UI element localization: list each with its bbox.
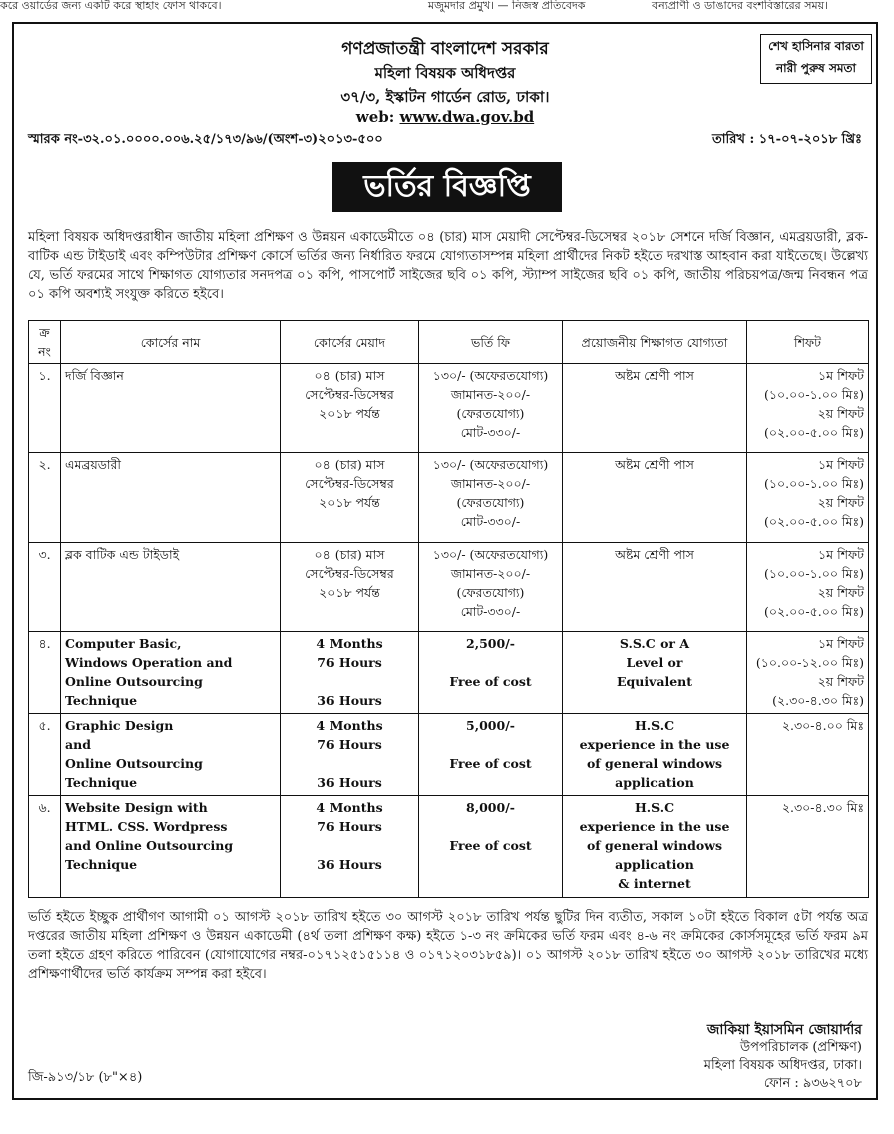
duration-line: ০৪ (চার) মাস (314, 368, 385, 383)
header-shift: শিফট (747, 321, 869, 364)
course-line: and (65, 737, 91, 753)
signatory-designation: উপপরিচালক (প্রশিক্ষণ) (740, 1040, 862, 1055)
qualification-line: S.S.C or A (619, 635, 690, 651)
office-address: ৩৭/৩, ইস্কাটন গার্ডেন রোড, ঢাকা। (340, 88, 550, 106)
shift-line: (০২.০০-৫.০০ মিঃ) (764, 603, 864, 619)
shift-line: ২য় শিফট (817, 406, 864, 421)
advertisement-frame (12, 22, 878, 1100)
web-label: web: (355, 108, 395, 126)
duration-line: ২০১৮ পর্যন্ত (319, 584, 380, 600)
duration-line: ২০১৮ পর্যন্ত (319, 495, 380, 511)
cell-fee (419, 453, 563, 542)
cell-fee (419, 796, 563, 898)
course-line: ব্লক বাটিক এন্ড টাইডাই (65, 546, 180, 562)
government-name: গণপ্রজাতন্ত্রী বাংলাদেশ সরকার (341, 39, 549, 59)
cell-qualification (563, 796, 747, 898)
fee-line: Free of cost (449, 673, 532, 689)
duration-line: 76 Hours (317, 819, 382, 835)
fee-line: (ফেরতযোগ্য) (456, 584, 525, 600)
table-row (29, 364, 869, 453)
duration-line: সেপ্টেম্বর-ডিসেম্বর (305, 565, 394, 581)
shift-line: ২য় শিফট (817, 584, 864, 600)
cell-duration (281, 453, 419, 542)
duration-line: 36 Hours (317, 857, 382, 873)
course-line: Technique (65, 775, 138, 791)
fee-line: 2,500/- (466, 635, 515, 651)
fee-line: মোট-৩৩০/- (460, 425, 521, 440)
shift-line: ২.৩০-৪.০০ মিঃ (781, 718, 864, 734)
course-line: Online Outsourcing (65, 756, 203, 772)
cell-shift (747, 631, 869, 713)
cell-shift (747, 542, 869, 631)
cell-course (61, 542, 281, 631)
shift-line: (১০.০০-১.০০ মিঃ) (764, 476, 864, 492)
qualification-line: & internet (618, 876, 691, 892)
duration-line: 4 Months (316, 800, 383, 816)
fee-line: Free of cost (449, 838, 532, 854)
cell-course (61, 453, 281, 542)
qualification-line: অষ্টম শ্রেণী পাস (615, 457, 694, 473)
qualification-line: অষ্টম শ্রেণী পাস (615, 546, 694, 562)
cell-course (61, 364, 281, 453)
website-line (14, 108, 876, 126)
qualification-line: H.S.C (634, 718, 675, 734)
table-header-row (29, 321, 869, 364)
cell-course (61, 796, 281, 898)
cell-course (61, 714, 281, 796)
qualification-line: অষ্টম শ্রেণী পাস (615, 368, 694, 383)
fee-line: 5,000/- (466, 718, 515, 734)
cell-sl: ৫. (29, 714, 61, 796)
course-table (28, 320, 869, 898)
qualification-line: Equivalent (616, 673, 693, 689)
qualification-line: of general windows (586, 756, 723, 772)
cell-qualification (563, 714, 747, 796)
shift-line: ১ম শিফট (818, 635, 864, 651)
cell-fee (419, 364, 563, 453)
slogan-box (760, 34, 872, 84)
shift-line: (২.৩০-৪.৩০ মিঃ) (772, 692, 864, 708)
header-duration: কোর্সের মেয়াদ (281, 321, 419, 364)
fee-line: ১৩০/- (অফেরতযোগ্য) (432, 457, 549, 473)
qualification-line: experience in the use (579, 737, 730, 753)
top-strip-right-text: বন্যপ্রাণী ও ডাঙাদের বংশবিস্তারের সময়। (652, 0, 828, 12)
cell-qualification (563, 631, 747, 713)
cell-shift (747, 796, 869, 898)
course-line: Computer Basic, (65, 635, 182, 651)
cell-shift (747, 453, 869, 542)
cell-duration (281, 714, 419, 796)
qualification-line: H.S.C (634, 800, 675, 816)
cell-sl: ৪. (29, 631, 61, 713)
cell-shift (747, 364, 869, 453)
shift-line: ২.৩০-৪.৩০ মিঃ (781, 800, 864, 816)
cell-course (61, 631, 281, 713)
qualification-line: experience in the use (579, 819, 730, 835)
course-line: Technique (65, 857, 138, 873)
cell-fee (419, 631, 563, 713)
fee-line: (ফেরতযোগ্য) (456, 495, 525, 511)
signatory-office: মহিলা বিষয়ক অধিদপ্তর, ঢাকা। (703, 1058, 862, 1073)
cell-sl: ৩. (29, 542, 61, 631)
shift-line: ১ম শিফট (818, 546, 864, 562)
table-row (29, 453, 869, 542)
shift-line: ১ম শিফট (818, 457, 864, 473)
qualification-line: application (615, 775, 694, 791)
cell-sl: ১. (29, 364, 61, 453)
fee-line: ১৩০/- (অফেরতযোগ্য) (432, 546, 549, 562)
intro-paragraph: মহিলা বিষয়ক অধিদপ্তরাধীন জাতীয় মহিলা প্রশিক্ষণ ও উন্নয়ন একাডেমীতে ০৪ (চার) মাস মেয়াদী সেপ্টেম্বর-ডিসেম্বর ২০১৮ সেশনে দর্জি বিজ্ঞান, এমব্রয়ডারী, ব্লক-বাটিক এন্ড টাইডাই এবং কম্পিউটার প্রশিক্ষণ কোর্সে ভর্তির জন্য নির্ধারিত ফরমে যোগ্যতাসম্পন্ন মহিলা প্রার্থীদের নিকট হইতে দরখাস্ত আহবান করা যাইতেছে। উল্লেখ্য যে, ভর্তি ফরমের সাথে শিক্ষাগত যোগ্যতার সনদপত্র ০১ কপি, পাসপোর্ট সাইজের ছবি ০১ কপি, স্ট্যাম্প সাইজের ছবি ০১ কপি, জাতীয় পরিচয়পত্র/জন্ম নিবন্ধন পত্র ০১ কপি অবশ্যই সংযুক্ত করিতে হইবে। (28, 230, 868, 302)
shift-line: ১ম শিফট (818, 368, 864, 383)
fee-line: মোট-৩৩০/- (460, 514, 521, 530)
header-fee: ভর্তি ফি (419, 321, 563, 364)
cell-sl: ৬. (29, 796, 61, 898)
cell-sl: ২. (29, 453, 61, 542)
shift-line: ২য় শিফট (817, 673, 864, 689)
department-name: মহিলা বিষয়ক অধিদপ্তর (374, 64, 516, 82)
cell-duration (281, 796, 419, 898)
cell-fee (419, 714, 563, 796)
cell-duration (281, 631, 419, 713)
duration-line: ২০১৮ পর্যন্ত (319, 406, 380, 421)
cell-shift (747, 714, 869, 796)
fee-line: (ফেরতযোগ্য) (456, 406, 525, 421)
signatory-phone: ফোন : ৯৩৬২৭০৮ (763, 1076, 862, 1091)
duration-line: 76 Hours (317, 654, 382, 670)
top-strip-left-text: করে ওয়ার্ডের জন্য একটি করে স্থাহাং ফোস থাকবে। (0, 0, 222, 12)
issue-date: তারিখ : ১৭-০৭-২০১৮ খ্রিঃ (712, 132, 862, 147)
course-line: Online Outsourcing (65, 673, 203, 689)
duration-line: 36 Hours (317, 775, 382, 791)
closing-paragraph: ভর্তি হইতে ইচ্ছুক প্রার্থীগণ আগামী ০১ আগস্ট ২০১৮ তারিখ হইতে ৩০ আগস্ট ২০১৮ তারিখ পর্যন্ত ছুটির দিন ব্যতীত, সকাল ১০টা হইতে বিকাল ৫টা পর্যন্ত অত্র দপ্তরের জাতীয় মহিলা প্রশিক্ষণ ও উন্নয়ন একাডেমী (৪র্থ তলা প্রশিক্ষণ কক্ষ) হইতে ১-৩ নং ক্রমিকের ভর্তি ফরম এবং ৪-৬ নং ক্রমিকের কোর্সসমূহের ভর্তি ফরম ৯ম তলা হইতে গ্রহণ করিতে পারিবেন (যোগাযোগের নম্বর-০১৭১২৫১৫১১৪ ও ০১৭১২০৩১৮৫৯)। ০১ আগস্ট ২০১৮ তারিখ হইতে ৩০ আগস্ট ২০১৮ তারিখের মধ্যে প্রশিক্ষণার্থীদের ভর্তি কার্যক্রম সম্পন্ন করা হইবে। (28, 910, 868, 982)
memo-number: স্মারক নং-৩২.০১.০০০০.০০৬.২৫/১৭৩/৯৬/(অংশ-৩)২০১৩-৫০০ (28, 132, 383, 147)
header-course: কোর্সের নাম (61, 321, 281, 364)
website-link[interactable]: www.dwa.gov.bd (399, 108, 535, 126)
cell-qualification (563, 542, 747, 631)
table-row (29, 796, 869, 898)
top-strip-middle-text: মজুমদার প্রমুখ। — নিজস্ব প্রতিবেদক (428, 0, 586, 12)
duration-line: ০৪ (চার) মাস (314, 457, 385, 473)
shift-line: ২য় শিফট (817, 495, 864, 511)
newspaper-top-strip (0, 0, 894, 16)
fee-line: মোট-৩৩০/- (460, 603, 521, 619)
fee-line: জামানত-২০০/- (450, 476, 531, 492)
shift-line: (০২.০০-৫.০০ মিঃ) (764, 514, 864, 530)
cell-duration (281, 364, 419, 453)
course-line: Website Design with (65, 800, 208, 816)
cell-duration (281, 542, 419, 631)
duration-line: সেপ্টেম্বর-ডিসেম্বর (305, 387, 394, 402)
fee-line: Free of cost (449, 756, 532, 772)
signatory-name: জাকিয়া ইয়াসমিন জোয়ার্দার (706, 1022, 862, 1038)
fee-line: ১৩০/- (অফেরতযোগ্য) (432, 368, 549, 383)
fee-line: 8,000/- (466, 800, 515, 816)
slogan-line-2: নারী পুরুষ সমতা (775, 61, 857, 75)
course-line: দর্জি বিজ্ঞান (65, 368, 124, 383)
shift-line: (১০.০০-১২.০০ মিঃ) (755, 654, 864, 670)
header-qualification: প্রয়োজনীয় শিক্ষাগত যোগ্যতা (563, 321, 747, 364)
table-row (29, 631, 869, 713)
course-line: Graphic Design (65, 718, 174, 734)
admission-notice-banner: ভর্তির বিজ্ঞপ্তি (332, 162, 562, 212)
fee-line: জামানত-২০০/- (450, 387, 531, 402)
cell-qualification (563, 364, 747, 453)
duration-line: ০৪ (চার) মাস (314, 546, 385, 562)
table-row (29, 542, 869, 631)
duration-line: সেপ্টেম্বর-ডিসেম্বর (305, 476, 394, 492)
qualification-line: Level or (626, 654, 683, 670)
slogan-line-1: শেখ হাসিনার বারতা (768, 39, 864, 53)
duration-line: 4 Months (316, 635, 383, 651)
course-line: HTML. CSS. Wordpress (65, 819, 228, 835)
qualification-line: application (615, 857, 694, 873)
cell-fee (419, 542, 563, 631)
header-sl: ক্র নং (29, 321, 61, 364)
duration-line: 36 Hours (317, 692, 382, 708)
shift-line: (১০.০০-১.০০ মিঃ) (764, 565, 864, 581)
cell-qualification (563, 453, 747, 542)
course-line: Windows Operation and (65, 654, 233, 670)
duration-line: 76 Hours (317, 737, 382, 753)
course-line: এমব্রয়ডারী (65, 457, 121, 473)
shift-line: (১০.০০-১.০০ মিঃ) (764, 387, 864, 402)
duration-line: 4 Months (316, 718, 383, 734)
fee-line: জামানত-২০০/- (450, 565, 531, 581)
course-line: and Online Outsourcing (65, 838, 234, 854)
qualification-line: of general windows (586, 838, 723, 854)
advertisement-code: জি-৯১৩/১৮ (৮"×৪) (28, 1070, 143, 1085)
course-line: Technique (65, 692, 138, 708)
table-row (29, 714, 869, 796)
shift-line: (০২.০০-৫.০০ মিঃ) (764, 425, 864, 440)
